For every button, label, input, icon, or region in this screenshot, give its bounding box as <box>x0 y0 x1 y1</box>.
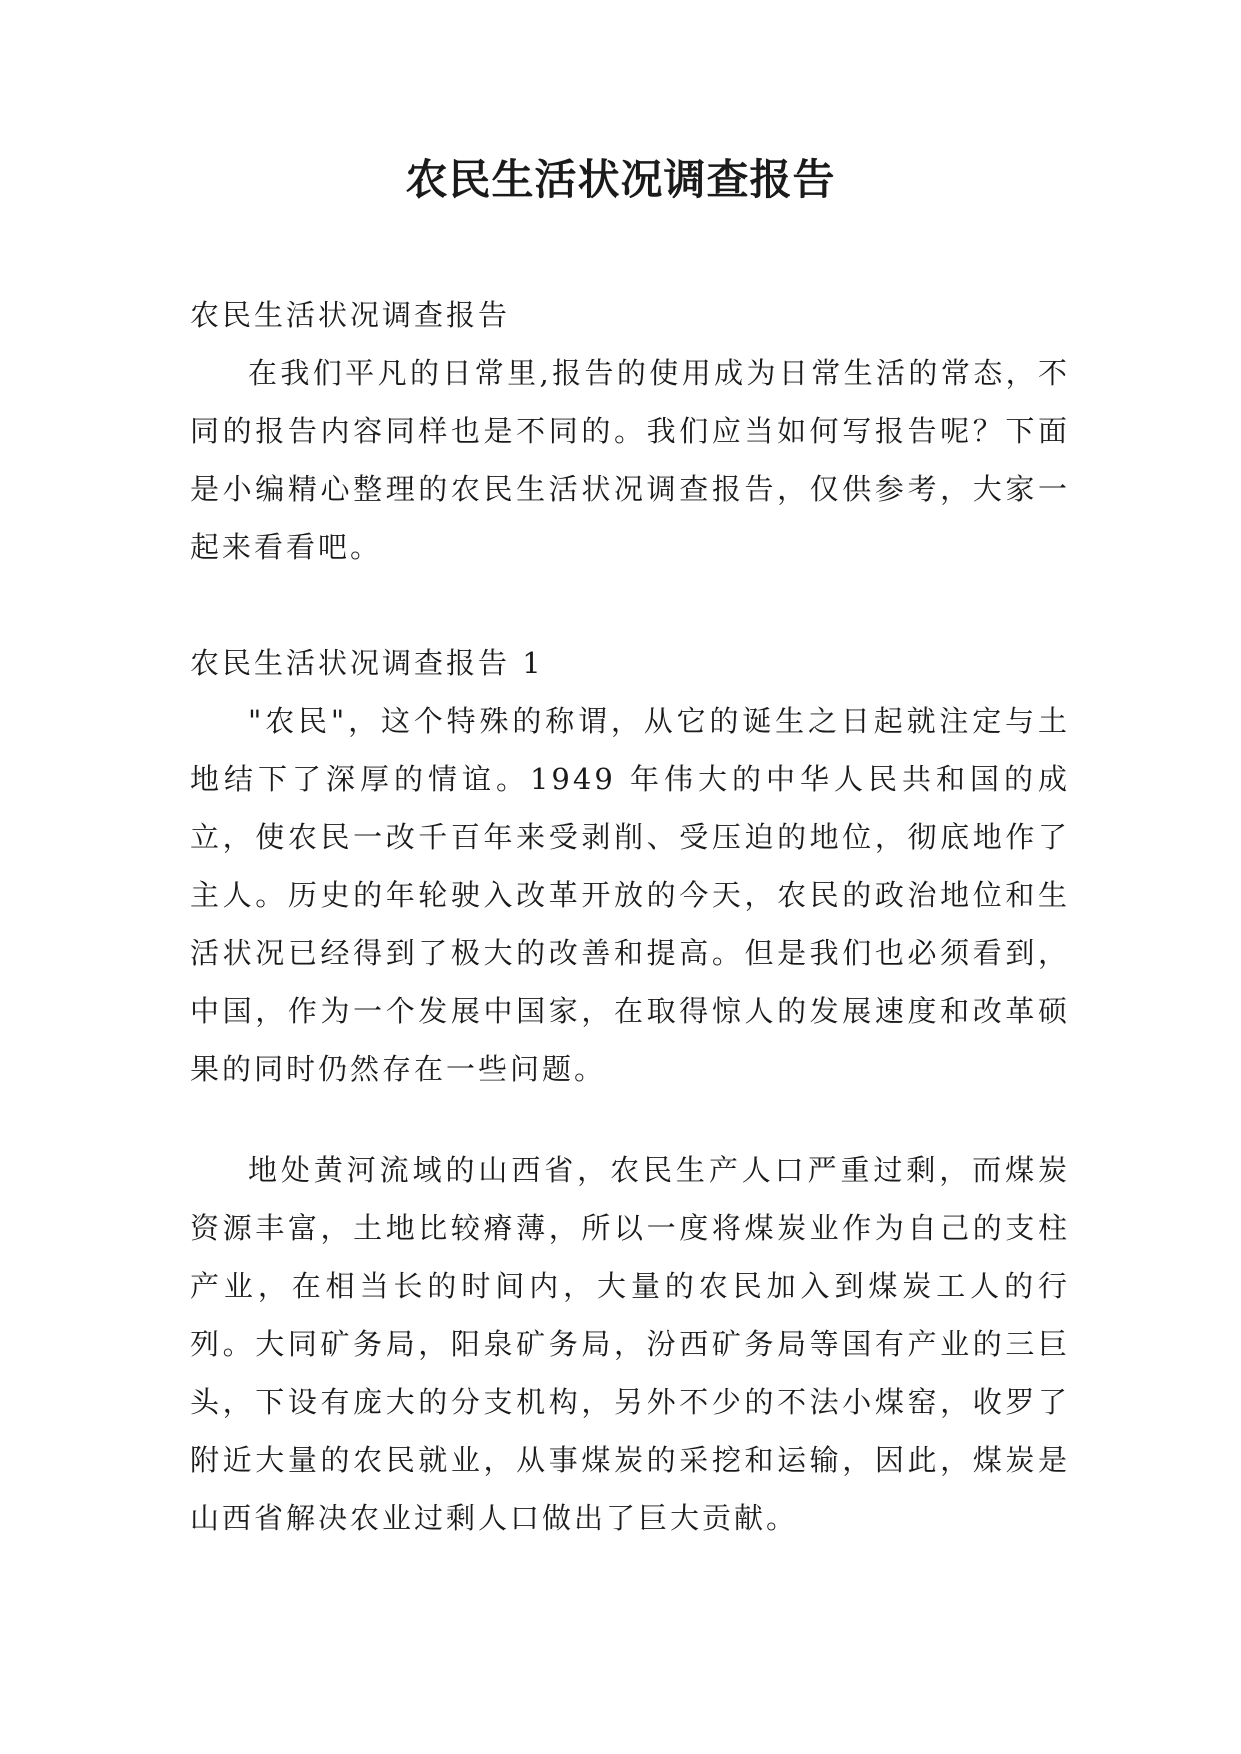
section-1 <box>190 634 1070 1098</box>
section-1-heading: 农民生活状况调查报告 1 <box>190 646 544 680</box>
section-1-paragraph-2: 地处黄河流域的山西省，农民生产人口严重过剩，而煤炭资源丰富，土地比较瘠薄，所以一度将煤炭业作为自己的支柱产业，在相当长的时间内，大量的农民加入到煤炭工人的行列。大同矿务局，阳泉矿务局，汾西矿务局等国有产业的三巨头，下设有庞大的分支机构，另外不少的不法小煤窑，收罗了附近大量的农民就业，从事煤炭的采挖和运输，因此，煤炭是山西省解决农业过剩人口做出了巨大贡献。 <box>190 1153 1070 1535</box>
intro-heading: 农民生活状况调查报告 <box>190 298 511 332</box>
intro-section <box>190 286 1070 576</box>
section-1-paragraph-1: "农民"，这个特殊的称谓，从它的诞生之日起就注定与土地结下了深厚的情谊。1949 年伟大的中华人民共和国的成立，使农民一改千百年来受剥削、受压迫的地位，彻底地作了主人。历史的年轮驶入改革开放的今天，农民的政治地位和生活状况已经得到了极大的改善和提高。但是我们也必须看到，中国，作为一个发展中国家，在取得惊人的发展速度和改革硕果的同时仍然存在一些问题。 <box>190 704 1070 1086</box>
section-1-continued <box>190 1141 1070 1547</box>
document-title: 农民生活状况调查报告 <box>405 155 836 204</box>
intro-paragraph: 在我们平凡的日常里,报告的使用成为日常生活的常态，不同的报告内容同样也是不同的。我们应当如何写报告呢？下面是小编精心整理的农民生活状况调查报告，仅供参考，大家一起来看看吧。 <box>190 356 1070 564</box>
